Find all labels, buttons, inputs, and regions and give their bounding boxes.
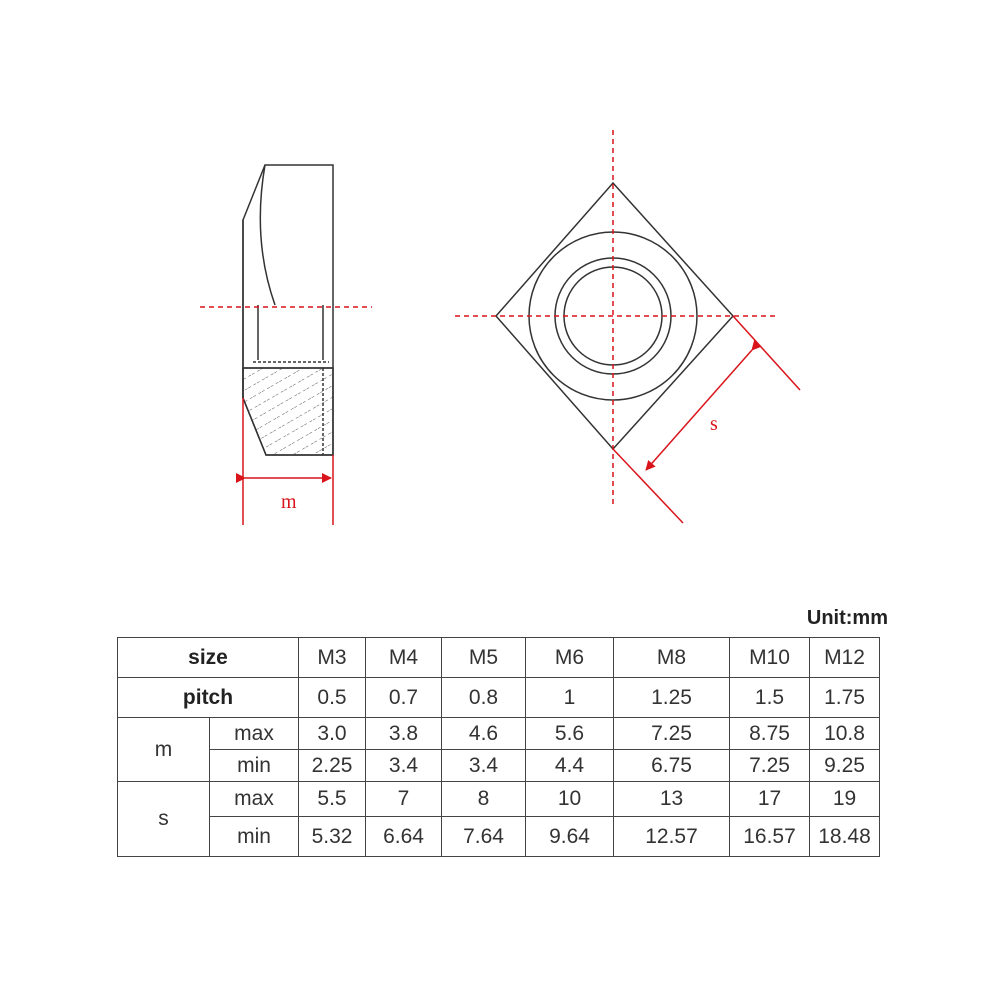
m-max-cell: 3.0	[299, 718, 366, 750]
s-group-label: s	[118, 782, 210, 857]
s-min-cell: 16.57	[730, 817, 810, 857]
size-cell: M12	[810, 638, 880, 678]
s-min-cell: 9.64	[526, 817, 614, 857]
unit-label: Unit:mm	[806, 607, 888, 629]
dimension-s-label: s	[710, 413, 718, 435]
m-max-cell: 3.8	[366, 718, 442, 750]
table-row-m-min	[118, 750, 880, 782]
s-max-cell: 17	[730, 782, 810, 817]
size-cell: M4	[366, 638, 442, 678]
size-cell: M5	[442, 638, 526, 678]
m-max-cell: 8.75	[730, 718, 810, 750]
table-row-s-max	[118, 782, 880, 817]
pitch-cell: 0.5	[299, 678, 366, 718]
m-min-cell: 2.25	[299, 750, 366, 782]
table-row-m-max	[118, 718, 880, 750]
size-cell: M8	[614, 638, 730, 678]
pitch-cell: 1.25	[614, 678, 730, 718]
s-min-cell: 5.32	[299, 817, 366, 857]
table-row-s-min	[118, 817, 880, 857]
size-cell: M6	[526, 638, 614, 678]
m-max-cell: 5.6	[526, 718, 614, 750]
pitch-cell: 1	[526, 678, 614, 718]
m-min-cell: 7.25	[730, 750, 810, 782]
m-min-cell: 3.4	[366, 750, 442, 782]
m-max-cell: 7.25	[614, 718, 730, 750]
s-min-cell: 12.57	[614, 817, 730, 857]
s-max-cell: 8	[442, 782, 526, 817]
spec-table	[117, 637, 880, 857]
s-max-cell: 13	[614, 782, 730, 817]
side-view	[243, 165, 333, 455]
m-group-label: m	[118, 718, 210, 782]
size-cell: M3	[299, 638, 366, 678]
m-min-cell: 6.75	[614, 750, 730, 782]
s-min-cell: 7.64	[442, 817, 526, 857]
m-min-cell: 3.4	[442, 750, 526, 782]
m-min-cell: 9.25	[810, 750, 880, 782]
s-max-cell: 10	[526, 782, 614, 817]
pitch-cell: 1.5	[730, 678, 810, 718]
min-label: min	[210, 817, 299, 857]
table-row-size	[118, 638, 880, 678]
pitch-cell: 0.7	[366, 678, 442, 718]
max-label: max	[210, 782, 299, 817]
pitch-cell: 1.75	[810, 678, 880, 718]
size-cell: M10	[730, 638, 810, 678]
s-min-cell: 6.64	[366, 817, 442, 857]
m-max-cell: 4.6	[442, 718, 526, 750]
dimension-s	[613, 316, 800, 523]
m-min-cell: 4.4	[526, 750, 614, 782]
s-max-cell: 5.5	[299, 782, 366, 817]
side-view-chamfer	[260, 165, 275, 305]
s-min-cell: 18.48	[810, 817, 880, 857]
s-max-cell: 19	[810, 782, 880, 817]
dimension-m-label: m	[281, 491, 297, 513]
m-max-cell: 10.8	[810, 718, 880, 750]
hatched-section	[243, 368, 333, 455]
table-row-pitch	[118, 678, 880, 718]
size-header: size	[118, 638, 299, 678]
max-label: max	[210, 718, 299, 750]
pitch-cell: 0.8	[442, 678, 526, 718]
pitch-header: pitch	[118, 678, 299, 718]
min-label: min	[210, 750, 299, 782]
s-max-cell: 7	[366, 782, 442, 817]
